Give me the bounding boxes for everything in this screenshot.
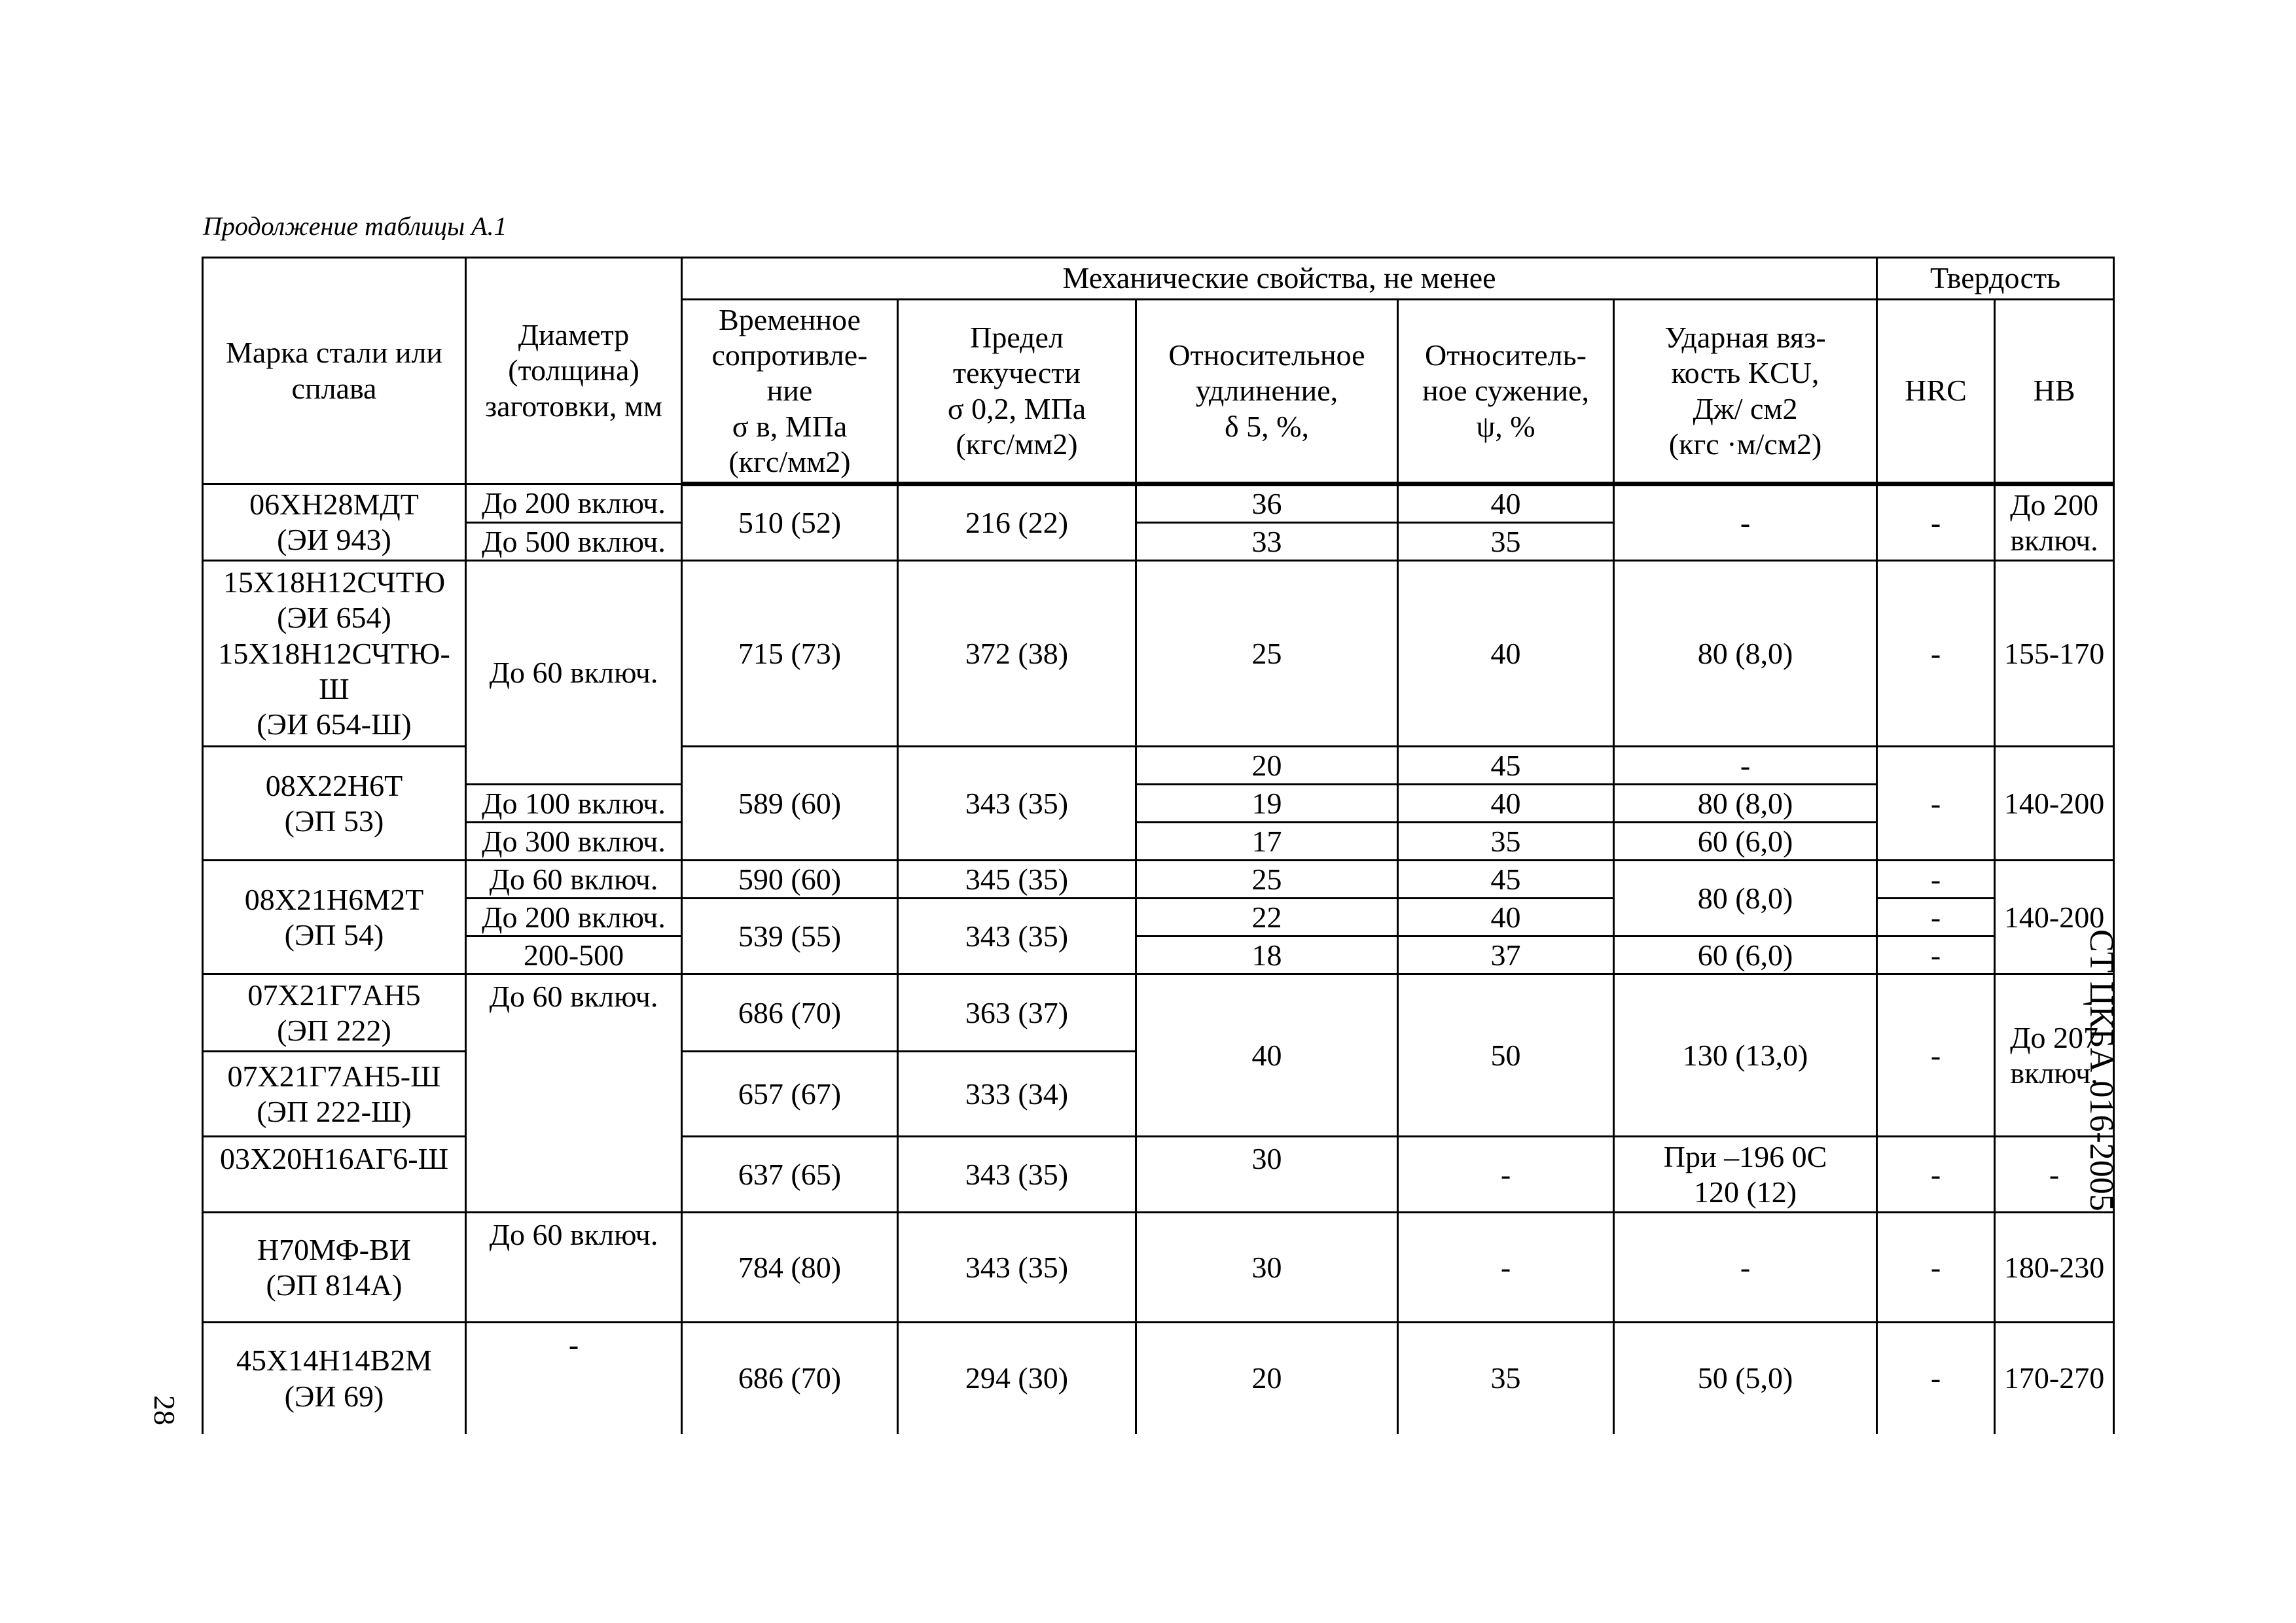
diameter-cell: 200-500 [466,936,682,974]
table-caption: Продолжение таблицы А.1 [203,211,507,241]
reduction-cell: 50 [1398,974,1614,1137]
elongation-cell: 20 [1136,1323,1398,1434]
elongation-cell: 19 [1136,785,1398,823]
tensile-cell: 657 (67) [682,1052,898,1137]
hb-cell: 155-170 [1995,561,2114,747]
yield-cell: 343 (35) [898,899,1136,974]
reduction-cell: 35 [1398,1323,1614,1434]
header-impact: Ударная вяз- кость KCU, Дж/ см2 (кгс ·м/см2) [1614,300,1877,484]
header-elongation: Относительное удлинение, δ 5, %, [1136,300,1398,484]
elongation-cell: 25 [1136,561,1398,747]
table-row [203,1323,2114,1434]
reduction-cell: - [1398,1137,1614,1213]
reduction-cell: 37 [1398,936,1614,974]
hrc-cell: - [1877,1213,1995,1323]
diameter-cell: До 300 включ. [466,823,682,861]
hb-cell: 140-200 [1995,861,2114,974]
reduction-cell: 40 [1398,484,1614,523]
table-row [203,785,2114,823]
impact-cell: - [1614,484,1877,561]
yield-cell: 363 (37) [898,974,1136,1052]
impact-cell: 60 (6,0) [1614,936,1877,974]
hrc-cell: - [1877,1137,1995,1213]
elongation-cell: 17 [1136,823,1398,861]
tensile-cell: 589 (60) [682,747,898,861]
table-row [203,484,2114,523]
impact-cell: При –196 0С 120 (12) [1614,1137,1877,1213]
grade-cell: 15Х18Н12СЧТЮ (ЭИ 654) 15Х18Н12СЧТЮ- Ш (ЭИ 654-Ш) [203,561,466,747]
yield-cell: 372 (38) [898,561,1136,747]
grade-cell: 08Х22Н6Т (ЭП 53) [203,747,466,861]
header-diameter: Диаметр (толщина) заготовки, мм [466,258,682,484]
hb-cell: 140-200 [1995,747,2114,861]
header-grade: Марка стали или сплава [203,258,466,484]
reduction-cell: - [1398,1213,1614,1323]
diameter-cell: До 200 включ. [466,484,682,523]
grade-cell: 06ХН28МДТ (ЭИ 943) [203,484,466,561]
hb-cell: До 207 включ. [1995,974,2114,1137]
impact-cell: 80 (8,0) [1614,785,1877,823]
grade-cell: Н70МФ-ВИ (ЭП 814А) [203,1213,466,1323]
grade-cell: 03Х20Н16АГ6-Ш [203,1137,466,1213]
yield-cell: 333 (34) [898,1052,1136,1137]
hb-cell: До 200 включ. [1995,484,2114,561]
yield-cell: 345 (35) [898,861,1136,899]
standard-label: СТ ЦКБА 016-2005 [2083,929,2120,1211]
impact-cell: 60 (6,0) [1614,823,1877,861]
header-hardness-group: Твердость [1877,258,2114,300]
reduction-cell: 40 [1398,785,1614,823]
table-row [203,561,2114,747]
header-hrc: HRC [1877,300,1995,484]
yield-cell: 294 (30) [898,1323,1136,1434]
elongation-cell: 40 [1136,974,1398,1137]
table-row [203,823,2114,861]
tensile-cell: 784 (80) [682,1213,898,1323]
impact-cell: 50 (5,0) [1614,1323,1877,1434]
diameter-cell: - [466,1323,682,1434]
reduction-cell: 40 [1398,561,1614,747]
header-mech-group: Механические свойства, не менее [682,258,1877,300]
page-number: 28 [148,1395,181,1425]
reduction-cell: 45 [1398,861,1614,899]
tensile-cell: 637 (65) [682,1137,898,1213]
yield-cell: 343 (35) [898,1213,1136,1323]
hrc-cell: - [1877,936,1995,974]
impact-cell: 130 (13,0) [1614,974,1877,1137]
hb-cell: - [1995,1137,2114,1213]
elongation-cell: 22 [1136,899,1398,936]
tensile-cell: 715 (73) [682,561,898,747]
grade-cell: 07Х21Г7АН5 (ЭП 222) [203,974,466,1052]
reduction-cell: 40 [1398,899,1614,936]
elongation-cell: 30 [1136,1213,1398,1323]
impact-cell: - [1614,747,1877,785]
elongation-cell: 20 [1136,747,1398,785]
yield-cell: 343 (35) [898,1137,1136,1213]
hb-cell: 180-230 [1995,1213,2114,1323]
hrc-cell: - [1877,561,1995,747]
header-tensile: Временное сопротивле- ние σ в, МПа (кгс/мм2) [682,300,898,484]
hrc-cell: - [1877,899,1995,936]
diameter-cell: До 100 включ. [466,785,682,823]
yield-cell: 216 (22) [898,484,1136,561]
header-yield: Предел текучести σ 0,2, МПа (кгс/мм2) [898,300,1136,484]
table-row [203,974,2114,1052]
elongation-cell: 33 [1136,523,1398,561]
hrc-cell: - [1877,1323,1995,1434]
hrc-cell: - [1877,861,1995,899]
grade-cell: 08Х21Н6М2Т (ЭП 54) [203,861,466,974]
tensile-cell: 686 (70) [682,1323,898,1434]
tensile-cell: 539 (55) [682,899,898,974]
impact-cell: 80 (8,0) [1614,861,1877,936]
hb-cell: 170-270 [1995,1323,2114,1434]
header-hb: HB [1995,300,2114,484]
mechanical-properties-table [202,257,2115,1434]
tensile-cell: 590 (60) [682,861,898,899]
table-row [203,861,2114,899]
diameter-cell: До 200 включ. [466,899,682,936]
hrc-cell: - [1877,974,1995,1137]
tensile-cell: 510 (52) [682,484,898,561]
grade-cell: 45Х14Н14В2М (ЭИ 69) [203,1323,466,1434]
reduction-cell: 45 [1398,747,1614,785]
diameter-cell: До 500 включ. [466,523,682,561]
diameter-cell: До 60 включ. [466,1213,682,1323]
table-row [203,936,2114,974]
grade-cell: 07Х21Г7АН5-Ш (ЭП 222-Ш) [203,1052,466,1137]
elongation-cell: 36 [1136,484,1398,523]
diameter-cell: До 60 включ. [466,861,682,899]
tensile-cell: 686 (70) [682,974,898,1052]
hrc-cell: - [1877,747,1995,861]
reduction-cell: 35 [1398,523,1614,561]
table-row [203,1213,2114,1323]
diameter-cell: До 60 включ. [466,974,682,1213]
hrc-cell: - [1877,484,1995,561]
yield-cell: 343 (35) [898,747,1136,861]
elongation-cell: 25 [1136,861,1398,899]
diameter-cell: До 60 включ. [466,561,682,785]
reduction-cell: 35 [1398,823,1614,861]
impact-cell: 80 (8,0) [1614,561,1877,747]
elongation-cell: 18 [1136,936,1398,974]
header-reduction: Относитель- ное сужение, ψ, % [1398,300,1614,484]
elongation-cell: 30 [1136,1137,1398,1213]
impact-cell: - [1614,1213,1877,1323]
